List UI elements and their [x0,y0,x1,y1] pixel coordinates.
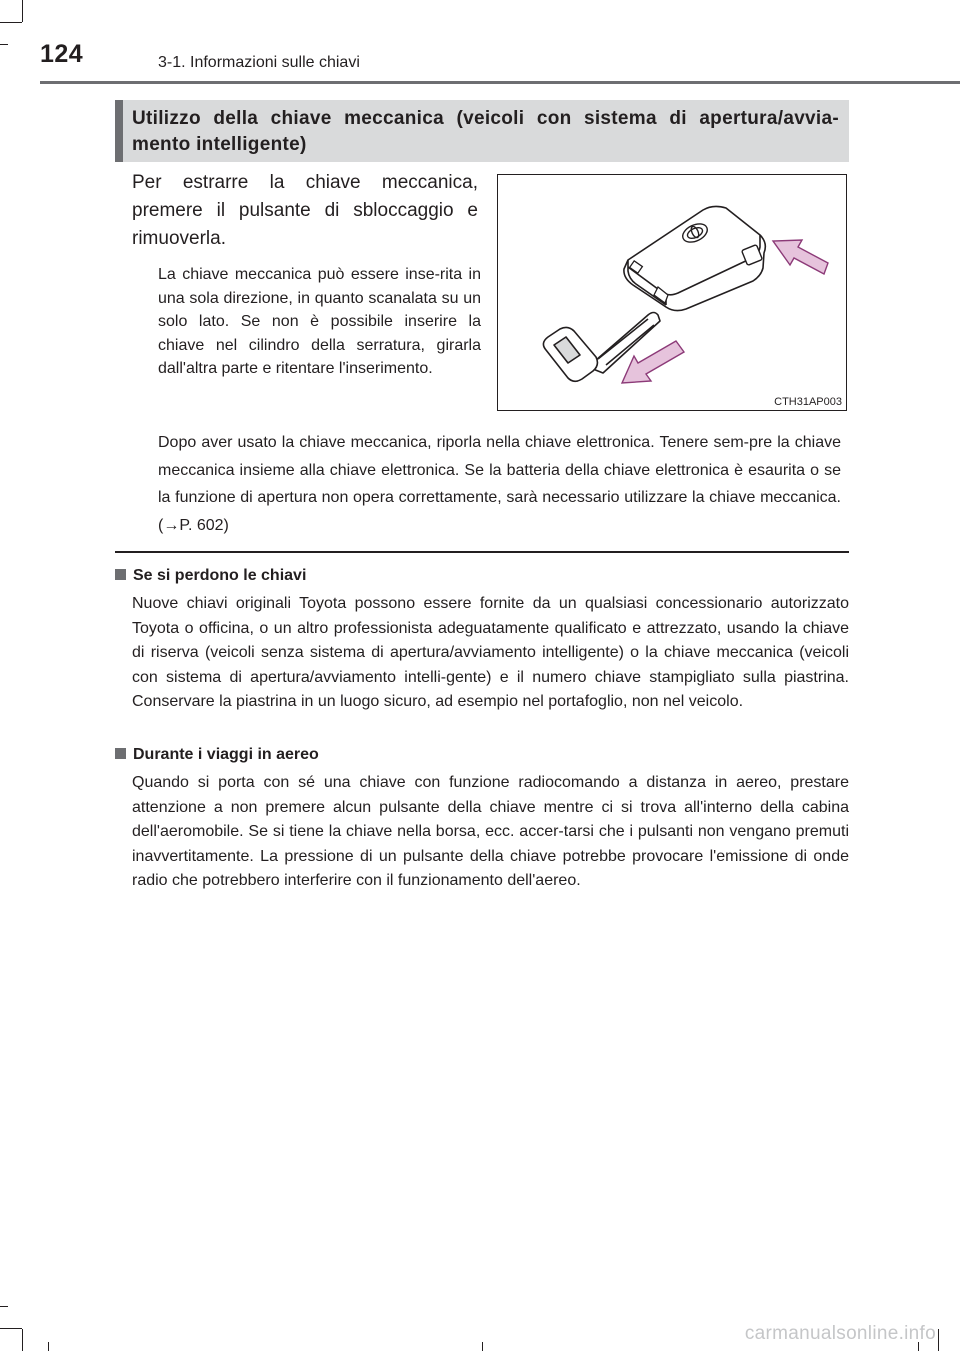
square-bullet-icon [115,748,126,759]
lead-paragraph: Per estrarre la chiave meccanica, premere il pulsante di sbloccaggio e rimuoverla. [132,172,478,249]
header-rule [40,81,960,84]
note-paragraph: Dopo aver usato la chiave meccanica, riporla nella chiave elettronica. Tenere sem-pre la chiave meccanica insieme alla chiave elettronica. Se la batteria della chiave elettronica è esaurita o se la funzione di apertura non opera correttamente, sarà necessario utilizzare la chiave meccanica. (→P. 602) [158,434,841,534]
crop-mark [938,1329,939,1351]
subsection-title-text: Durante i viaggi in aereo [133,746,319,763]
page-number: 124 [40,40,84,68]
crop-mark [22,1329,23,1351]
watermark: carmanualsonline.info [744,1323,936,1344]
crop-mark [0,22,22,23]
subsection [115,564,849,715]
crop-mark [0,44,8,45]
push-arrow-icon [773,240,828,274]
subsection-body: Quando si porta con sé una chiave con funzione radiocomando a distanza in aereo, prestare attenzione a non premere alcun pulsante della chiave mentre ci si trova all'interno della cabina dell'aeromobile. Se si tiene la chiave nella borsa, ecc. accer-tarsi che i pulsanti non vengano premuti inavvertitamente. La pressione di un pulsante della chiave potrebbe provocare l'emissione di onde radio che potrebbero interferire con il funzionamento dell'aereo. [132,774,849,889]
subsection-title [115,564,849,588]
crop-mark [48,1342,49,1351]
section-accent-bar [115,100,123,162]
key-figure [497,174,847,411]
section-divider [115,551,849,553]
subsection-title-text: Se si perdono le chiavi [133,567,307,584]
crop-mark [22,0,23,22]
crop-mark [482,1342,483,1351]
subsection [115,743,849,894]
square-bullet-icon [115,569,126,580]
subsection-title [115,743,849,767]
figure-label: CTH31AP003 [774,396,842,408]
subsection-body: Nuove chiavi originali Toyota possono essere fornite da un qualsiasi concessionario autorizzato Toyota o officina, o un altro professionista adeguatamente qualificato e attrezzato, usando la chiave di riserva (veicoli senza sistema di apertura/avviamento intelligente) o la chiave meccanica (veicoli con sistema di apertura/avviamento intelli-gente) e il numero chiave stampigliato sulla piastrina. Conservare la piastrina in un luogo sicuro, ad esempio nel portafoglio, non nel veicolo. [132,595,849,710]
crop-mark [0,1306,8,1307]
chapter-title: 3-1. Informazioni sulle chiavi [158,54,360,71]
section-heading [115,100,849,162]
crop-mark [0,1328,22,1329]
smart-key-illustration [498,175,846,410]
note-paragraph: La chiave meccanica può essere inse-rita in una sola direzione, in quanto scanalata su un solo lato. Se non è possibile inserire la chiave nel cilindro della serratura, girarla dall'altra parte e ritentare l'inserimento. [158,266,481,377]
section-heading-text: Utilizzo della chiave meccanica (veicoli con sistema di apertura/avvia-mento intelligente) [132,108,839,155]
